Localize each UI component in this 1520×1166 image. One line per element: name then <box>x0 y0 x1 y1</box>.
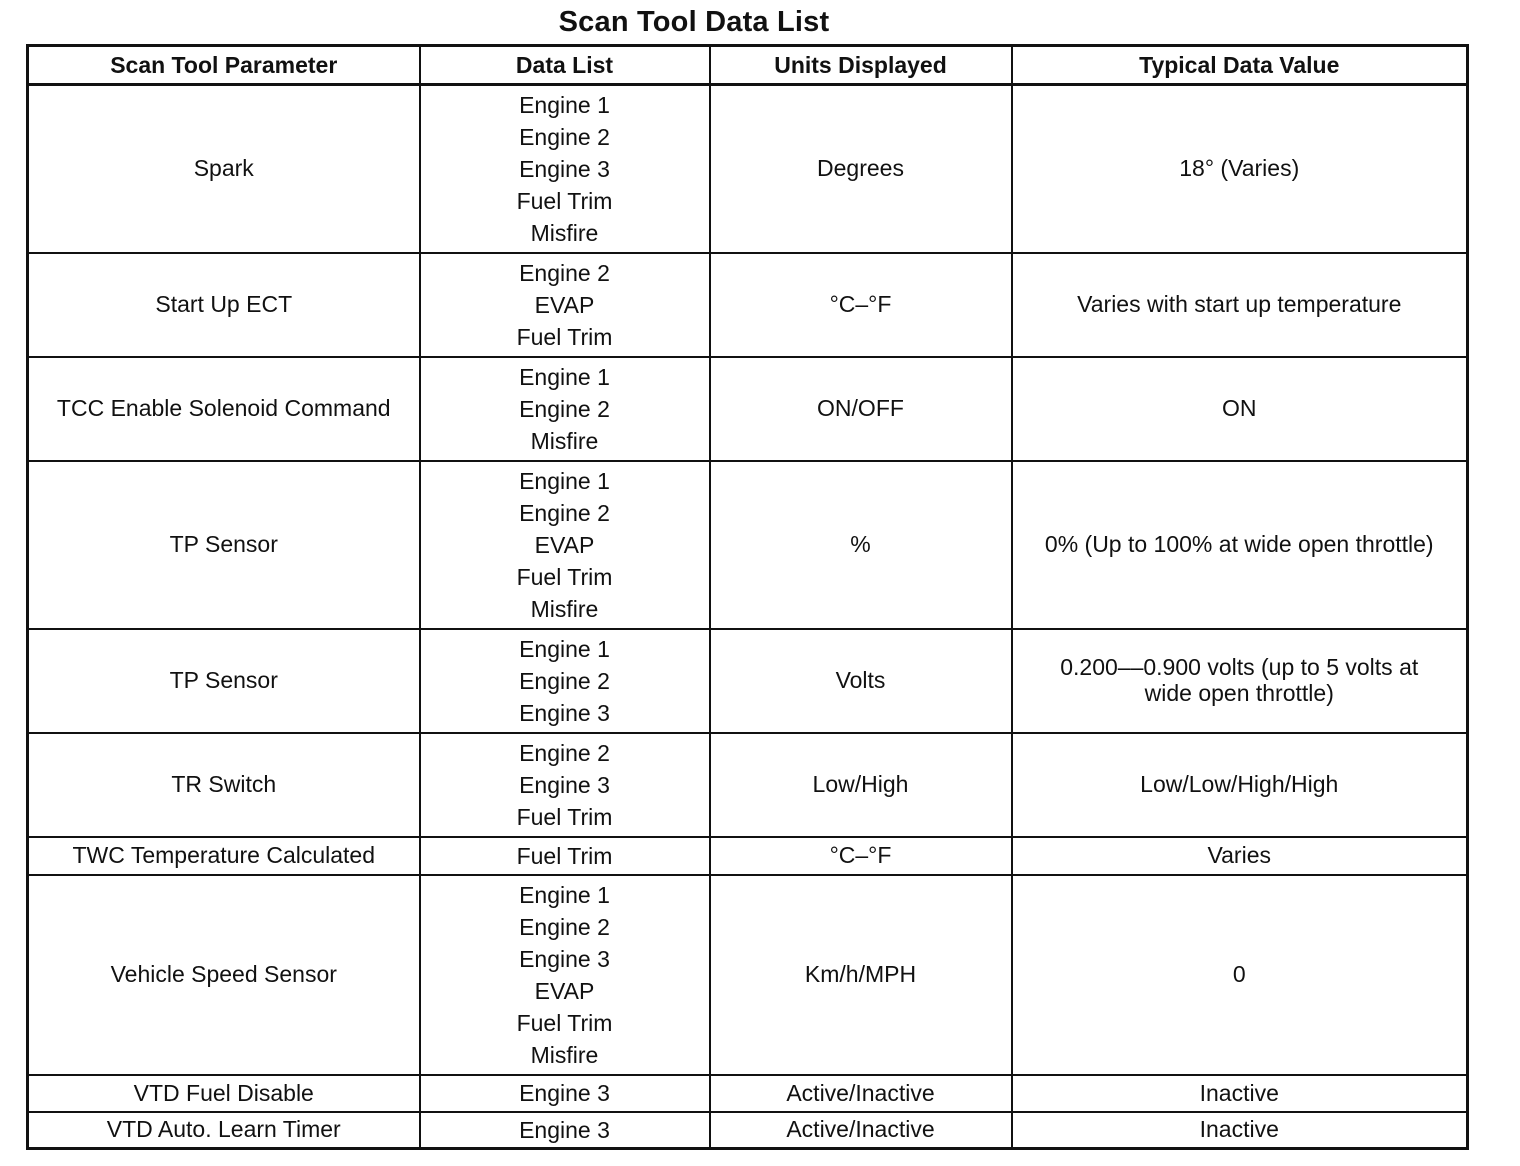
typical-value-cell: Inactive <box>1012 1112 1468 1149</box>
data-list-item: Engine 1 <box>519 91 610 118</box>
typical-value-cell: Varies with start up temperature <box>1012 253 1468 357</box>
data-list-item: Engine 2 <box>519 123 610 150</box>
parameter-cell: Start Up ECT <box>28 253 420 357</box>
data-list-item: EVAP <box>534 291 595 318</box>
data-list-item: Misfire <box>530 1041 599 1068</box>
typical-value-cell: ON <box>1012 357 1468 461</box>
parameter-cell: VTD Auto. Learn Timer <box>28 1112 420 1149</box>
typical-value-cell: 0 <box>1012 875 1468 1075</box>
scan-tool-data-table <box>26 44 1469 1150</box>
units-cell: Active/Inactive <box>710 1112 1012 1149</box>
data-list-item: Misfire <box>530 219 599 246</box>
data-list-cell <box>420 837 710 875</box>
data-list-cell <box>420 629 710 733</box>
header-units-displayed: Units Displayed <box>710 46 1012 85</box>
units-cell: °C–°F <box>710 253 1012 357</box>
data-list-item: Engine 2 <box>519 667 610 694</box>
table-row <box>28 629 1468 733</box>
table-row <box>28 357 1468 461</box>
data-list-item: EVAP <box>534 531 595 558</box>
typical-value-cell: 0% (Up to 100% at wide open throttle) <box>1012 461 1468 629</box>
header-scan-tool-parameter: Scan Tool Parameter <box>28 46 420 85</box>
data-list-item: Engine 1 <box>519 881 610 908</box>
data-list-item: Fuel Trim <box>516 187 613 214</box>
units-cell: Degrees <box>710 85 1012 253</box>
data-list-item: Engine 3 <box>519 155 610 182</box>
data-list-item: Engine 2 <box>519 499 610 526</box>
data-list-item: Engine 3 <box>519 1116 610 1143</box>
data-list-cell <box>420 1112 710 1149</box>
table-row <box>28 1112 1468 1149</box>
data-list-item: Engine 2 <box>519 259 610 286</box>
data-list-item: Fuel Trim <box>516 842 613 869</box>
typical-value-cell <box>1012 629 1468 733</box>
typical-value-cell: 18° (Varies) <box>1012 85 1468 253</box>
units-cell: Volts <box>710 629 1012 733</box>
data-list-item: Engine 1 <box>519 635 610 662</box>
units-cell: Low/High <box>710 733 1012 837</box>
units-cell: % <box>710 461 1012 629</box>
parameter-cell: TR Switch <box>28 733 420 837</box>
data-list-item: Engine 3 <box>519 771 610 798</box>
data-list-item: Misfire <box>530 427 599 454</box>
parameter-cell: Spark <box>28 85 420 253</box>
header-data-list: Data List <box>420 46 710 85</box>
page-title: Scan Tool Data List <box>558 6 830 38</box>
data-list-item: Engine 2 <box>519 395 610 422</box>
data-list-item: Fuel Trim <box>516 803 613 830</box>
data-list-item: Engine 2 <box>519 739 610 766</box>
data-list-cell <box>420 875 710 1075</box>
units-cell: °C–°F <box>710 837 1012 875</box>
data-list-item: Fuel Trim <box>516 1009 613 1036</box>
table-row <box>28 733 1468 837</box>
data-list-item: Fuel Trim <box>516 323 613 350</box>
parameter-cell: TP Sensor <box>28 629 420 733</box>
data-list-item: Engine 2 <box>519 913 610 940</box>
typical-value-text: 0.200––0.900 volts (up to 5 volts at wide open throttle) <box>1060 654 1419 706</box>
table-header-row <box>28 46 1468 85</box>
table-row <box>28 253 1468 357</box>
units-cell: ON/OFF <box>710 357 1012 461</box>
table-row <box>28 461 1468 629</box>
data-list-item: Engine 3 <box>519 1080 610 1106</box>
data-list-cell <box>420 461 710 629</box>
data-list-item: EVAP <box>534 977 595 1004</box>
data-list-item: Fuel Trim <box>516 563 613 590</box>
data-list-cell <box>420 733 710 837</box>
typical-value-cell: Varies <box>1012 837 1468 875</box>
parameter-cell: TP Sensor <box>28 461 420 629</box>
table-row <box>28 875 1468 1075</box>
data-list-cell <box>420 1075 710 1112</box>
data-list-item: Misfire <box>530 595 599 622</box>
data-list-cell <box>420 253 710 357</box>
parameter-cell: TCC Enable Solenoid Command <box>28 357 420 461</box>
data-list-item: Engine 3 <box>519 699 610 726</box>
table-row <box>28 85 1468 253</box>
parameter-cell: VTD Fuel Disable <box>28 1075 420 1112</box>
data-list-item: Engine 3 <box>519 945 610 972</box>
data-list-item: Engine 1 <box>519 363 610 390</box>
typical-value-cell: Inactive <box>1012 1075 1468 1112</box>
data-list-cell <box>420 85 710 253</box>
header-typical-data-value: Typical Data Value <box>1012 46 1468 85</box>
units-cell: Active/Inactive <box>710 1075 1012 1112</box>
parameter-cell: Vehicle Speed Sensor <box>28 875 420 1075</box>
table-row <box>28 1075 1468 1112</box>
parameter-cell: TWC Temperature Calculated <box>28 837 420 875</box>
table-row <box>28 837 1468 875</box>
units-cell: Km/h/MPH <box>710 875 1012 1075</box>
data-list-cell <box>420 357 710 461</box>
data-list-item: Engine 1 <box>519 467 610 494</box>
typical-value-cell: Low/Low/High/High <box>1012 733 1468 837</box>
